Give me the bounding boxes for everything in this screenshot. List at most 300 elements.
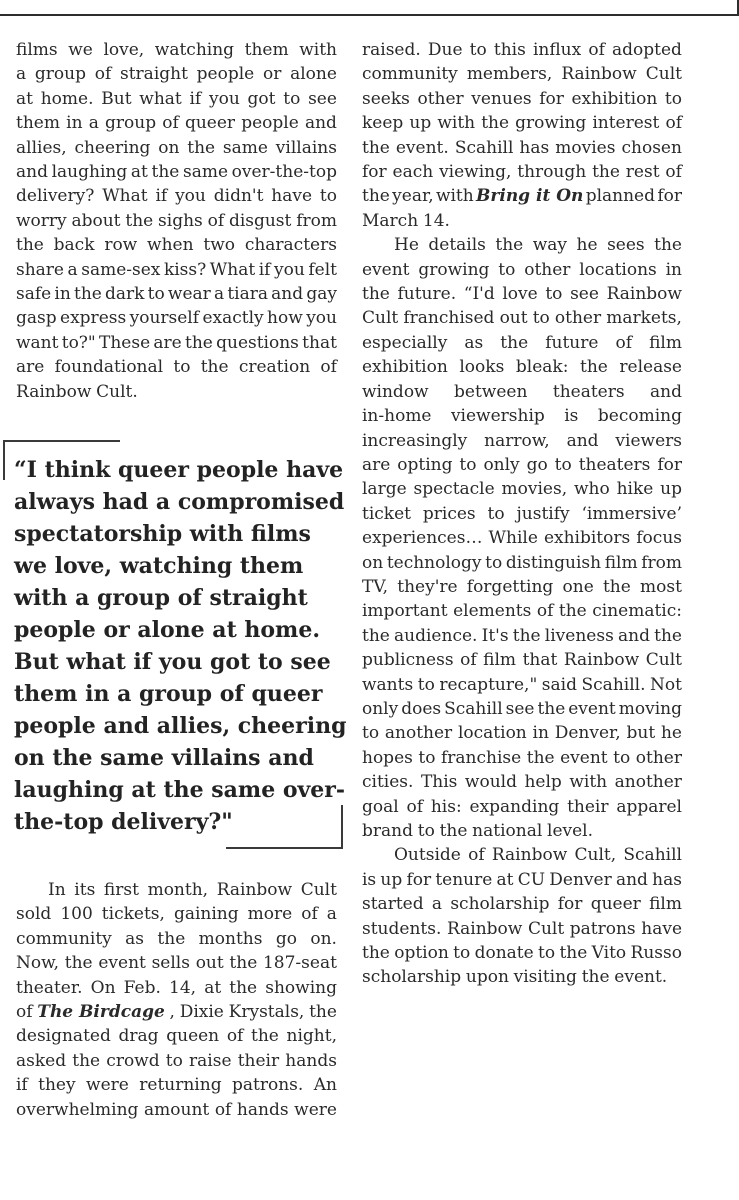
- word: them: [16, 113, 60, 134]
- word: people: [196, 64, 255, 85]
- word: the: [309, 1002, 337, 1023]
- word: national: [472, 821, 543, 841]
- word: scholarship: [450, 894, 550, 915]
- word: and: [566, 430, 599, 451]
- word: from: [641, 552, 682, 573]
- word: large: [362, 479, 407, 500]
- word: is: [362, 869, 377, 890]
- word: “I'd: [463, 284, 495, 305]
- word: of: [214, 1099, 232, 1120]
- word: the: [185, 332, 213, 353]
- word: as: [464, 332, 484, 353]
- word: opting: [397, 454, 453, 475]
- word: the: [481, 113, 510, 134]
- word: the: [187, 137, 216, 158]
- word: you: [274, 259, 305, 280]
- word: you: [306, 308, 337, 329]
- word: event: [98, 953, 146, 974]
- text-line: [362, 331, 682, 355]
- word: details: [428, 235, 486, 256]
- word: especially: [362, 332, 448, 353]
- text-line: [362, 306, 682, 330]
- word: and: [304, 113, 337, 134]
- word: the: [512, 625, 541, 646]
- word: patrons.: [232, 1075, 304, 1096]
- word: rest: [625, 162, 660, 183]
- word: event.: [614, 967, 668, 988]
- word: to: [487, 503, 505, 524]
- word: of: [665, 162, 682, 183]
- word: you: [175, 186, 206, 207]
- word: Not: [650, 674, 682, 695]
- word: the: [64, 953, 93, 974]
- word: Scahill: [623, 845, 682, 866]
- word: we: [68, 40, 93, 60]
- text-line: [16, 282, 337, 306]
- word: the: [362, 625, 390, 646]
- word: influx: [532, 40, 582, 60]
- word: Cult: [300, 880, 337, 900]
- word: love,: [103, 40, 145, 60]
- word: wear: [167, 284, 211, 305]
- text-line: [362, 819, 682, 843]
- word: would: [464, 772, 517, 793]
- word: with: [435, 186, 474, 207]
- quote-line: the-top delivery?": [14, 809, 233, 835]
- word: March: [362, 210, 419, 231]
- word: the: [362, 137, 390, 158]
- text-line: [362, 721, 682, 745]
- word: only: [362, 698, 399, 719]
- quote-bracket-top-left: [3, 440, 5, 480]
- text-line: [362, 282, 682, 306]
- word: looks: [459, 357, 505, 378]
- word: chosen: [621, 137, 682, 158]
- italic-title: The Birdcage: [37, 1002, 165, 1023]
- text-line: [16, 1049, 337, 1073]
- word: theaters: [552, 381, 625, 402]
- text-line: [16, 160, 337, 184]
- word: technology: [386, 552, 482, 573]
- word: with: [437, 113, 476, 134]
- word: 14,: [169, 977, 197, 998]
- word: a: [67, 259, 78, 280]
- word: group: [105, 113, 157, 134]
- word: another: [384, 723, 453, 744]
- word: liveness: [544, 625, 614, 646]
- text-line: [362, 62, 682, 86]
- word: Feb.: [123, 977, 161, 998]
- word: but: [626, 723, 656, 744]
- word: bleak:: [515, 357, 569, 378]
- word: in-home: [362, 406, 432, 427]
- word: he: [660, 723, 682, 744]
- word: to: [485, 552, 503, 573]
- word: group: [34, 64, 86, 85]
- word: film: [649, 894, 682, 915]
- text-line: [362, 697, 682, 721]
- word: from: [296, 210, 337, 231]
- word: watching: [154, 40, 235, 60]
- word: allies,: [16, 137, 67, 158]
- top-border: [0, 0, 739, 16]
- word: straight: [120, 64, 188, 85]
- word: are: [153, 332, 182, 353]
- word: theaters: [578, 454, 651, 475]
- quote-line: always had a compromised: [14, 489, 345, 515]
- word: forgetting: [466, 576, 554, 597]
- word: narrow,: [484, 430, 550, 451]
- word: were: [294, 1099, 337, 1120]
- word: spectacle: [413, 479, 495, 500]
- word: see: [308, 88, 337, 109]
- word: are: [16, 357, 45, 378]
- word: to?": [61, 332, 96, 353]
- word: does: [401, 698, 442, 719]
- word: in: [532, 723, 549, 744]
- text-line: [16, 331, 337, 355]
- word: hands: [236, 1099, 289, 1120]
- text-line: [16, 184, 337, 208]
- word: apparel: [616, 796, 682, 817]
- word: for: [539, 88, 564, 109]
- word: window: [362, 381, 429, 402]
- word: cinematic:: [592, 601, 682, 622]
- word: Cult,: [574, 845, 617, 866]
- word: growing: [418, 259, 490, 280]
- word: the: [72, 1050, 101, 1071]
- word: in: [66, 113, 83, 134]
- word: gaining: [173, 904, 239, 925]
- word: sold: [16, 904, 52, 925]
- word: to: [459, 454, 477, 475]
- word: queer: [590, 894, 641, 915]
- word: to: [362, 723, 380, 744]
- word: visiting: [513, 967, 577, 988]
- word: goal: [362, 796, 399, 817]
- word: of: [207, 210, 225, 231]
- word: event: [362, 259, 410, 280]
- quote-line: spectatorship with films: [14, 521, 311, 547]
- word: In: [48, 880, 66, 900]
- text-line: [362, 502, 682, 526]
- word: people: [241, 113, 299, 134]
- word: queen: [166, 1026, 220, 1047]
- quote-bracket-top-left: [3, 440, 120, 442]
- word: of: [301, 904, 318, 925]
- word: scholarship: [362, 967, 462, 988]
- quote-line: with a group of straight: [14, 585, 308, 611]
- word: to: [165, 1050, 183, 1071]
- word: Rainbow: [446, 918, 523, 939]
- text-line: [16, 1024, 337, 1048]
- text-line: [362, 892, 682, 916]
- text-line: [16, 355, 337, 379]
- word: But: [101, 88, 132, 109]
- word: worry: [16, 210, 67, 231]
- word: amount: [144, 1099, 210, 1120]
- word: 187-seat: [262, 953, 337, 974]
- word: Russo: [630, 943, 682, 964]
- word: ,: [169, 1002, 175, 1023]
- word: were: [86, 1075, 129, 1096]
- italic-title: Bring it On: [476, 186, 584, 207]
- word: Rainbow: [563, 650, 640, 671]
- word: members,: [466, 64, 553, 85]
- word: recapture,": [439, 674, 538, 695]
- word: out: [195, 953, 224, 974]
- word: ‘immersive’: [581, 503, 682, 524]
- word: the: [200, 357, 229, 378]
- quote-line: people and allies, cheering: [14, 713, 347, 739]
- quote-line: on the same villains and: [14, 745, 314, 771]
- word: growing: [515, 113, 587, 134]
- word: at: [204, 977, 222, 998]
- word: how: [267, 308, 303, 329]
- word: release: [619, 357, 682, 378]
- word: cities.: [362, 772, 414, 793]
- word: focus: [636, 528, 682, 549]
- text-line: [362, 355, 682, 379]
- word: overwhelming: [16, 1099, 139, 1120]
- text-line: [362, 746, 682, 770]
- word: a: [326, 904, 337, 925]
- text-line: [362, 111, 682, 135]
- word: most: [640, 576, 682, 597]
- word: of: [226, 1026, 244, 1047]
- word: for: [657, 454, 682, 475]
- word: 100: [60, 904, 93, 925]
- word: back: [53, 235, 95, 256]
- text-line: [16, 306, 337, 330]
- word: characters: [244, 235, 337, 256]
- word: the: [495, 235, 524, 256]
- text-line: [362, 184, 682, 208]
- text-line: [362, 551, 682, 575]
- word: the: [581, 967, 610, 988]
- word: if: [155, 186, 168, 207]
- word: CU: [517, 869, 546, 890]
- word: Denver,: [554, 723, 621, 744]
- word: to: [147, 284, 165, 305]
- word: Rainbow: [606, 284, 682, 305]
- word: the: [251, 1026, 279, 1047]
- word: wants: [362, 674, 414, 695]
- word: These: [99, 332, 151, 353]
- word: movies: [555, 137, 616, 158]
- word: Scahill: [454, 137, 514, 158]
- word: on.: [310, 928, 337, 949]
- word: seeks: [362, 88, 410, 109]
- word: same: [222, 137, 268, 158]
- text-line: [16, 878, 337, 902]
- word: his:: [430, 796, 462, 817]
- word: have: [271, 186, 313, 207]
- word: other: [635, 747, 682, 768]
- word: viewership: [450, 406, 545, 427]
- word: a: [88, 113, 99, 134]
- word: on: [362, 552, 384, 573]
- word: up: [380, 869, 403, 890]
- word: you: [208, 88, 240, 109]
- word: disgust: [228, 210, 292, 231]
- word: showing: [265, 977, 337, 998]
- word: important: [362, 601, 448, 622]
- word: hopes: [362, 747, 413, 768]
- word: hands: [285, 1050, 337, 1071]
- word: to: [417, 674, 435, 695]
- word: asked: [16, 1050, 67, 1071]
- word: community: [16, 928, 112, 949]
- word: future.: [397, 284, 457, 305]
- word: gay: [306, 284, 337, 305]
- word: the: [439, 821, 468, 841]
- quote-line: But what if you got to see: [14, 649, 331, 675]
- word: other: [417, 88, 464, 109]
- word: the: [526, 747, 555, 768]
- word: have: [641, 918, 682, 939]
- text-line: [362, 87, 682, 111]
- word: for: [657, 186, 682, 207]
- text-line: [16, 976, 337, 1000]
- word: franchise: [441, 747, 522, 768]
- word: Outside: [394, 845, 461, 866]
- word: to: [319, 186, 337, 207]
- text-line: [362, 941, 682, 965]
- text-line: [362, 453, 682, 477]
- text-line: [362, 233, 682, 257]
- word: It's: [481, 625, 509, 646]
- word: While: [488, 528, 538, 549]
- word: event: [560, 747, 608, 768]
- word: sees: [607, 235, 645, 256]
- text-line: [362, 965, 682, 989]
- word: at: [130, 162, 148, 183]
- word: locations: [579, 259, 657, 280]
- word: the: [654, 235, 682, 256]
- word: Now,: [16, 953, 60, 974]
- word: of: [320, 357, 337, 378]
- word: movies,: [501, 479, 568, 500]
- word: Vito: [591, 943, 627, 964]
- word: or: [262, 64, 282, 85]
- text-line: [16, 1073, 337, 1097]
- word: more: [247, 904, 293, 925]
- word: donate: [474, 943, 534, 964]
- text-line: [16, 380, 337, 404]
- word: their: [237, 1050, 280, 1071]
- text-line: [362, 575, 682, 599]
- word: a: [431, 894, 443, 915]
- word: of: [16, 1002, 33, 1023]
- text-line: [362, 160, 682, 184]
- word: What: [102, 186, 148, 207]
- text-line: [362, 209, 682, 233]
- quote-line: laughing at the same over-: [14, 777, 346, 803]
- word: in: [665, 259, 682, 280]
- word: them: [244, 40, 289, 60]
- word: for: [406, 869, 432, 890]
- text-line: [362, 795, 682, 819]
- quote-line: we love, watching them: [14, 553, 304, 579]
- text-line: [16, 38, 337, 62]
- word: dark: [105, 284, 145, 305]
- word: tiara: [227, 284, 268, 305]
- text-line: [362, 868, 682, 892]
- quote-line: people or alone at home.: [14, 617, 320, 643]
- word: brand: [362, 821, 413, 841]
- word: exhibition: [571, 88, 658, 109]
- word: TV,: [362, 576, 389, 597]
- word: see: [570, 284, 599, 305]
- word: of: [665, 113, 682, 134]
- word: future: [545, 332, 599, 353]
- word: 14.: [422, 210, 450, 231]
- text-line: [362, 477, 682, 501]
- word: a: [16, 64, 27, 85]
- word: of: [615, 332, 633, 353]
- word: to: [613, 747, 631, 768]
- word: each: [392, 162, 434, 183]
- word: and: [617, 625, 650, 646]
- word: the: [157, 928, 186, 949]
- word: queer: [184, 113, 236, 134]
- word: increasingly: [362, 430, 468, 451]
- word: express: [60, 308, 127, 329]
- text-line: [16, 1000, 337, 1024]
- text-line: [362, 624, 682, 648]
- word: with: [569, 772, 608, 793]
- word: row: [104, 235, 138, 256]
- word: to: [664, 88, 682, 109]
- text-line: [16, 62, 337, 86]
- text-line: [16, 902, 337, 926]
- word: in: [54, 284, 71, 305]
- word: another: [614, 772, 682, 793]
- word: that: [302, 332, 337, 353]
- pull-quote-text: [14, 454, 346, 838]
- word: its: [74, 880, 96, 900]
- text-line: [362, 673, 682, 697]
- word: want: [16, 332, 59, 353]
- word: viewing,: [439, 162, 512, 183]
- word: home.: [40, 88, 94, 109]
- word: becoming: [597, 406, 682, 427]
- word: Scahill.: [581, 674, 646, 695]
- word: Cult: [645, 650, 682, 671]
- left-top-paragraph: [16, 38, 337, 404]
- text-line: [16, 136, 337, 160]
- word: of: [94, 64, 112, 85]
- word: returning: [139, 1075, 222, 1096]
- word: viewers: [615, 430, 682, 451]
- word: expanding: [469, 796, 560, 817]
- text-line: [362, 843, 682, 867]
- word: sighs: [158, 210, 203, 231]
- word: the: [559, 943, 588, 964]
- word: An: [313, 1075, 337, 1096]
- word: exhibitors: [543, 528, 631, 549]
- word: elements: [453, 601, 532, 622]
- word: Rainbow: [216, 880, 293, 900]
- word: Scahill: [444, 698, 503, 719]
- word: and: [271, 284, 304, 305]
- word: about: [71, 210, 121, 231]
- text-line: [362, 917, 682, 941]
- word: crowd: [106, 1050, 160, 1071]
- word: out: [499, 308, 528, 329]
- text-line: [16, 927, 337, 951]
